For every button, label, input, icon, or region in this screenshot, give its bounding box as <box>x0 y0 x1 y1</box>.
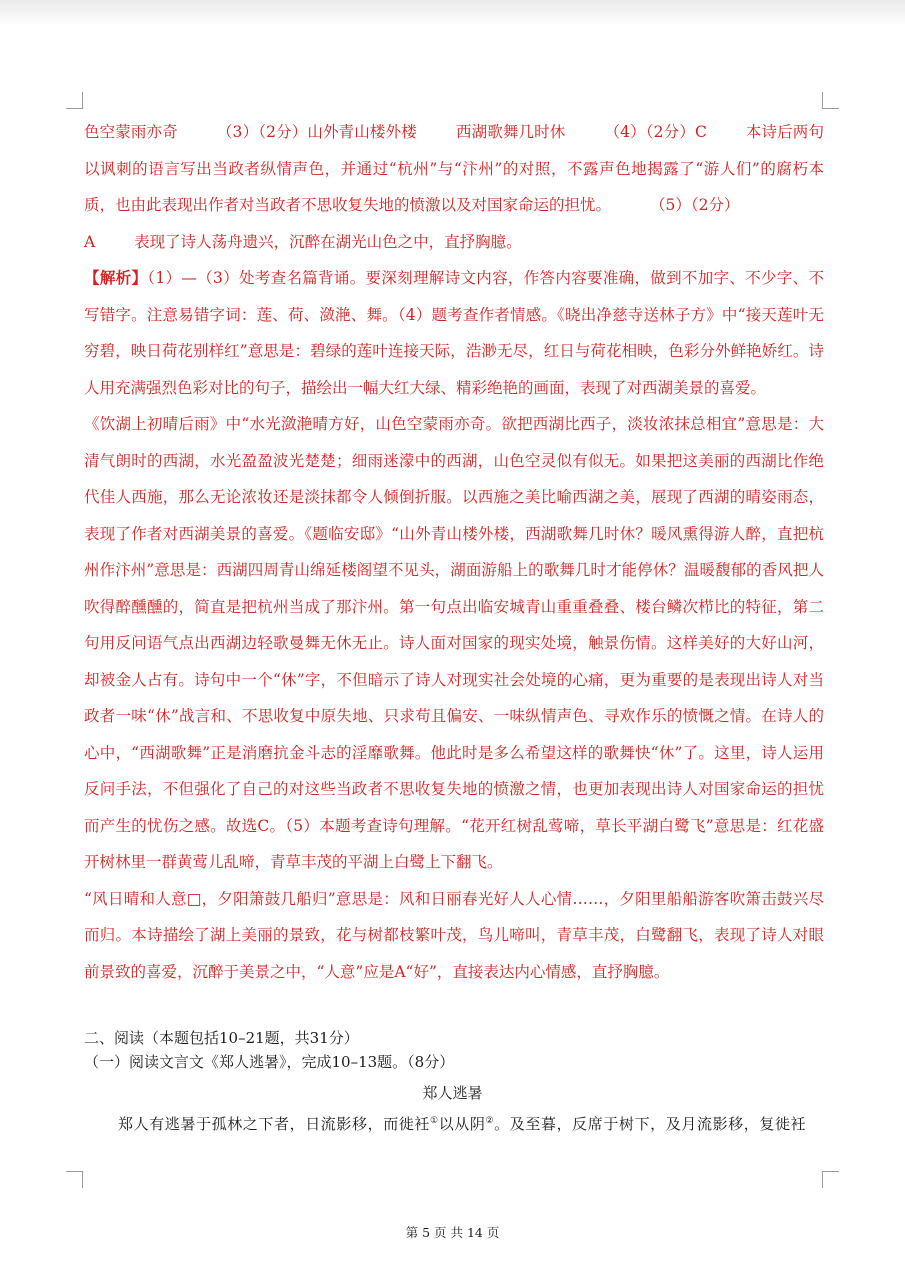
analysis-tag: 【解析】 <box>84 268 148 287</box>
passage-text-1: 郑人有逃暑于孤林之下者，日流影移，而徙衽 <box>118 1115 431 1133</box>
passage-text-2: 以从阴 <box>438 1115 486 1133</box>
crop-mark-top-right <box>822 92 839 109</box>
passage-title: 郑人逃暑 <box>422 1084 483 1102</box>
answer-item-5: （5）（2分） <box>649 196 740 214</box>
answer-item-2-tail: 色空蒙雨亦奇 <box>84 123 178 141</box>
passage-text-3: 。及至暮，反席于树下，及月流影移，复徙衽 <box>494 1115 807 1133</box>
answer-paragraph <box>84 114 824 224</box>
analysis-paragraph-3: “风日晴和人意□，夕阳箫鼓几船归”意思是：风和日丽春光好人人心情……，夕阳里船船游客吹箫击鼓兴尽而归。本诗描绘了湖上美丽的景致，花与树都枝繁叶茂，鸟儿啼叫，青草丰茂，白鹭翻飞，表现了诗人对眼前景致的喜爱，沉醉于美景之中，“人意”应是A“好”，直接表达内心情感，直抒胸臆。 <box>84 889 824 981</box>
footnote-mark-1: ① <box>430 1116 439 1126</box>
analysis-text-1: （1）—（3）处考查名篇背诵。要深刻理解诗文内容，作答内容要准确，做到不加字、不少字、不写错字。注意易错字词：莲、荷、潋滟、舞。（4）题考查作者情感。《晓出净慈寺送林子方》中“接天莲叶无穷碧，映日荷花别样红”意思是：碧绿的莲叶连接天际，浩渺无尽，红日与荷花相映，色彩分外鲜艳娇红。诗人用充满强烈色彩对比的句子，描绘出一幅大红大绿、精彩绝艳的画面，表现了对西湖美景的喜爱。 <box>84 269 824 397</box>
answer-item-5-explanation: 表现了诗人荡舟遗兴，沉醉在湖光山色之中，直抒胸臆。 <box>134 232 522 251</box>
answer-item-5-choice-line <box>84 224 824 261</box>
page-footer: 第 5 页 共 14 页 <box>405 1225 500 1240</box>
answer-item-5-choice: A <box>84 232 96 251</box>
crop-mark-bottom-right <box>822 1171 839 1188</box>
passage-first-line <box>118 1113 828 1134</box>
analysis-paragraph-2: 《饮湖上初晴后雨》中“水光潋滟晴方好，山色空蒙雨亦奇。欲把西湖比西子，淡妆浓抹总相宜”意思是：大清气朗时的西湖，水光盈盈波光楚楚；细雨迷濛中的西湖，山色空灵似有似无。如果把这美丽的西湖比作绝代佳人西施，那么无论浓妆还是淡抹都令人倾倒折服。以西施之美比喻西湖之美，展现了西湖的晴姿雨态，表现了作者对西湖美景的喜爱。《题临安邸》“山外青山楼外楼，西湖歌舞几时休？暖风熏得游人醉，直把杭州作汴州”意思是：西湖四周青山绵延楼阁望不见头，湖面游船上的歌舞几时才能停休？温暖馥郁的香风把人吹得醉醺醺的，简直是把杭州当成了那汴州。第一句点出临安城青山重重叠叠、楼台鳞次栉比的特征，第二句用反问语气点出西湖边轻歌曼舞无休无止。诗人面对国家的现实处境，触景伤情。这样美好的大好山河，却被金人占有。诗句中一个“休”字，不但暗示了诗人对现实社会处境的心痛，更为重要的是表现出诗人对当政者一味“休”战言和、不思收复中原失地、只求苟且偏安、一味纵情声色、寻欢作乐的愤慨之情。在诗人的心中，“西湖歌舞”正是消磨抗金斗志的淫靡歌舞。他此时是多么希望这样的歌舞快“休”了。这里，诗人运用反问手法，不但强化了自己的对这些当政者不思收复失地的愤激之情，也更加表现出诗人对国家命运的担忧而产生的忧伤之感。故选C。（5）本题考查诗句理解。“花开红树乱莺啼，草长平湖白鹭飞”意思是：红花盛开树林里一群黄莺儿乱啼，青草丰茂的平湖上白鹭上下翻飞。 <box>84 415 824 871</box>
crop-mark-bottom-left <box>66 1171 83 1188</box>
answer-item-4: （4）（2分）C <box>604 123 707 141</box>
section-heading: 二、阅读（本题包括10–21题，共31分） <box>84 1029 359 1047</box>
analysis-paragraph-1 <box>84 260 824 406</box>
page-top-shadow <box>0 0 905 26</box>
reading-section-header <box>84 1026 824 1074</box>
answer-item-3-part1: （3）（2分）山外青山楼外楼 <box>216 123 417 141</box>
answer-item-4-explanation: 本诗后两句以讽刺的语言写出当政者纵情声色，并通过“杭州”与“汴州”的对照，不露声色地揭露了“游人们”的腐朽本质，也由此表现出作者对当政者不思收复失地的愤激以及对国家命运的担忧。 <box>84 123 824 214</box>
footnote-mark-2: ② <box>485 1116 495 1126</box>
crop-mark-top-left <box>66 92 83 109</box>
answer-item-3-part2: 西湖歌舞几时休 <box>455 123 566 141</box>
section-subheading: （一）阅读文言文《郑人逃暑》，完成10–13题。（8分） <box>84 1053 455 1071</box>
answer-key-block <box>84 114 824 990</box>
